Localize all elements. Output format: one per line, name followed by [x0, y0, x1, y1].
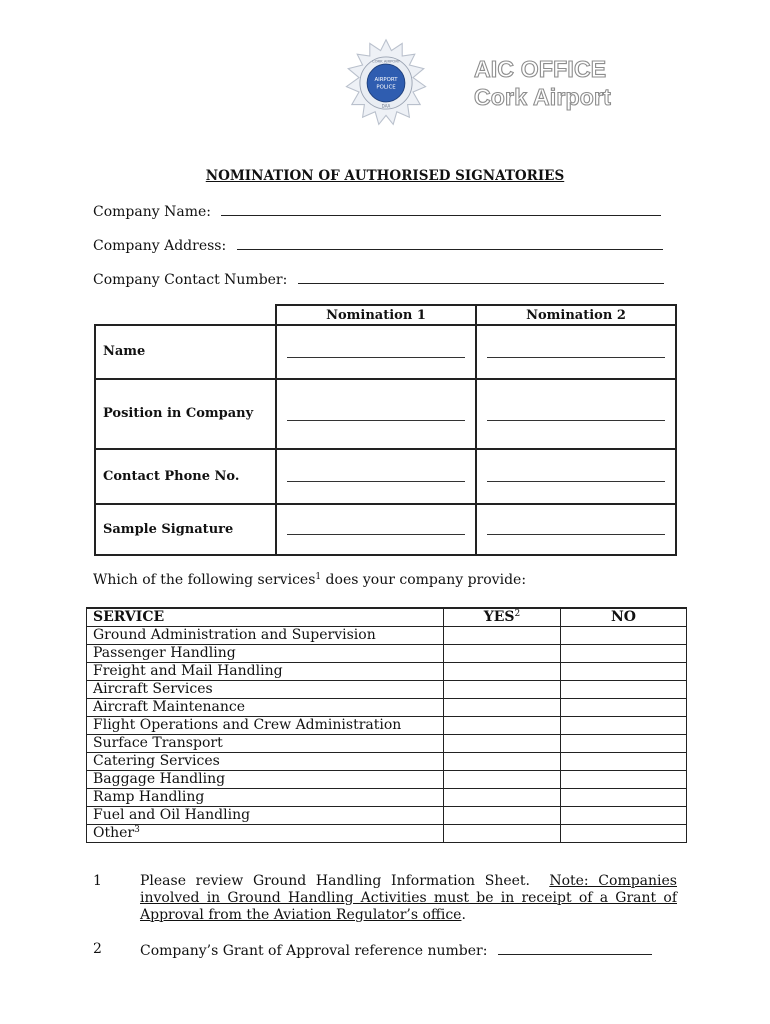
nomination-1-header: Nomination 1 [276, 305, 476, 325]
footnote-ref-2: 2 [514, 609, 521, 619]
table-row [87, 825, 687, 843]
footnote-1-text: Please review Ground Handling Information Sheet. [140, 873, 530, 889]
badge-ring-text: CORK AIRPORT [371, 59, 401, 64]
yes-cell[interactable] [444, 771, 561, 789]
no-cell[interactable] [561, 645, 687, 663]
badge-center-line1: AIRPORT [374, 77, 398, 84]
nomination-1-signature-blank[interactable] [276, 504, 476, 555]
footnote-1-note: Note: Companies involved in Ground Handling Activities must be in receipt of a Grant of Approval from the Aviation Regulator’s office [140, 873, 677, 923]
service-name: Aircraft Maintenance [87, 699, 444, 717]
no-cell[interactable] [561, 807, 687, 825]
footnote-1-number: 1 [93, 873, 102, 889]
nomination-2-header: Nomination 2 [476, 305, 676, 325]
no-cell[interactable] [561, 753, 687, 771]
service-name: Freight and Mail Handling [87, 663, 444, 681]
no-cell[interactable] [561, 663, 687, 681]
no-cell[interactable] [561, 825, 687, 843]
company-name-blank[interactable] [221, 202, 661, 216]
no-cell[interactable] [561, 699, 687, 717]
table-row [87, 789, 687, 807]
footnote-1-end: . [461, 907, 466, 923]
company-contact-number-label: Company Contact Number: [93, 272, 288, 288]
services-question [93, 572, 526, 588]
service-name: Fuel and Oil Handling [87, 807, 444, 825]
row-label-contact-phone: Contact Phone No. [95, 449, 276, 504]
row-label-name: Name [95, 325, 276, 379]
badge-bottom-text: DAA [381, 103, 391, 109]
company-name-field[interactable] [93, 202, 661, 220]
footnote-2[interactable] [140, 941, 677, 960]
footnote-2-text: Company’s Grant of Approval reference number: [140, 943, 488, 959]
services-table [86, 607, 687, 843]
company-address-blank[interactable] [237, 236, 663, 250]
yes-cell[interactable] [444, 789, 561, 807]
company-name-label: Company Name: [93, 204, 211, 220]
no-cell[interactable] [561, 771, 687, 789]
yes-label: YES [483, 609, 515, 625]
table-row [87, 663, 687, 681]
footnote-ref-3: 3 [134, 825, 140, 835]
yes-cell[interactable] [444, 699, 561, 717]
footnote-ref-1: 1 [315, 572, 322, 582]
yes-cell[interactable] [444, 627, 561, 645]
yes-cell[interactable] [444, 807, 561, 825]
yes-cell[interactable] [444, 753, 561, 771]
company-address-label: Company Address: [93, 238, 227, 254]
no-cell[interactable] [561, 681, 687, 699]
nomination-1-phone-blank[interactable] [276, 449, 476, 504]
yes-cell[interactable] [444, 735, 561, 753]
service-name: Other [93, 825, 135, 841]
company-contact-number-blank[interactable] [298, 270, 664, 284]
yes-cell[interactable] [444, 717, 561, 735]
table-row [87, 699, 687, 717]
company-contact-number-field[interactable] [93, 270, 664, 288]
table-row [87, 681, 687, 699]
services-question-text-end: does your company provide: [321, 572, 527, 588]
company-address-field[interactable] [93, 236, 663, 254]
nomination-2-position-blank[interactable] [476, 379, 676, 449]
service-name: Ground Administration and Supervision [87, 627, 444, 645]
service-name: Baggage Handling [87, 771, 444, 789]
service-column-header: SERVICE [87, 608, 444, 627]
yes-column-header [444, 608, 561, 627]
footnote-2-number: 2 [93, 941, 102, 957]
no-cell[interactable] [561, 789, 687, 807]
service-name: Catering Services [87, 753, 444, 771]
table-row [87, 645, 687, 663]
table-row [87, 807, 687, 825]
badge-center-line2: POLICE [376, 84, 396, 91]
document-title: NOMINATION OF AUTHORISED SIGNATORIES [205, 168, 565, 184]
grant-reference-blank[interactable] [498, 941, 652, 955]
no-cell[interactable] [561, 627, 687, 645]
airport-police-badge-logo [341, 38, 431, 128]
no-column-header: NO [561, 608, 687, 627]
table-row [87, 735, 687, 753]
footnote-1 [140, 873, 677, 924]
table-row [87, 771, 687, 789]
no-cell[interactable] [561, 717, 687, 735]
row-label-sample-signature: Sample Signature [95, 504, 276, 555]
service-name-other [87, 825, 444, 843]
nomination-2-name-blank[interactable] [476, 325, 676, 379]
nomination-1-name-blank[interactable] [276, 325, 476, 379]
brand-line-aic-office: AIC OFFICE [474, 56, 607, 82]
no-cell[interactable] [561, 735, 687, 753]
nomination-2-phone-blank[interactable] [476, 449, 676, 504]
brand-line-cork-airport: Cork Airport [474, 84, 611, 110]
yes-cell[interactable] [444, 645, 561, 663]
nomination-1-position-blank[interactable] [276, 379, 476, 449]
nominations-table [94, 304, 677, 556]
table-row [87, 753, 687, 771]
services-question-text: Which of the following services [93, 572, 316, 588]
service-name: Flight Operations and Crew Administration [87, 717, 444, 735]
yes-cell[interactable] [444, 825, 561, 843]
yes-cell[interactable] [444, 681, 561, 699]
service-name: Surface Transport [87, 735, 444, 753]
service-name: Passenger Handling [87, 645, 444, 663]
yes-cell[interactable] [444, 663, 561, 681]
service-name: Aircraft Services [87, 681, 444, 699]
service-name: Ramp Handling [87, 789, 444, 807]
table-row [87, 627, 687, 645]
table-row [87, 717, 687, 735]
row-label-position: Position in Company [95, 379, 276, 449]
nomination-2-signature-blank[interactable] [476, 504, 676, 555]
